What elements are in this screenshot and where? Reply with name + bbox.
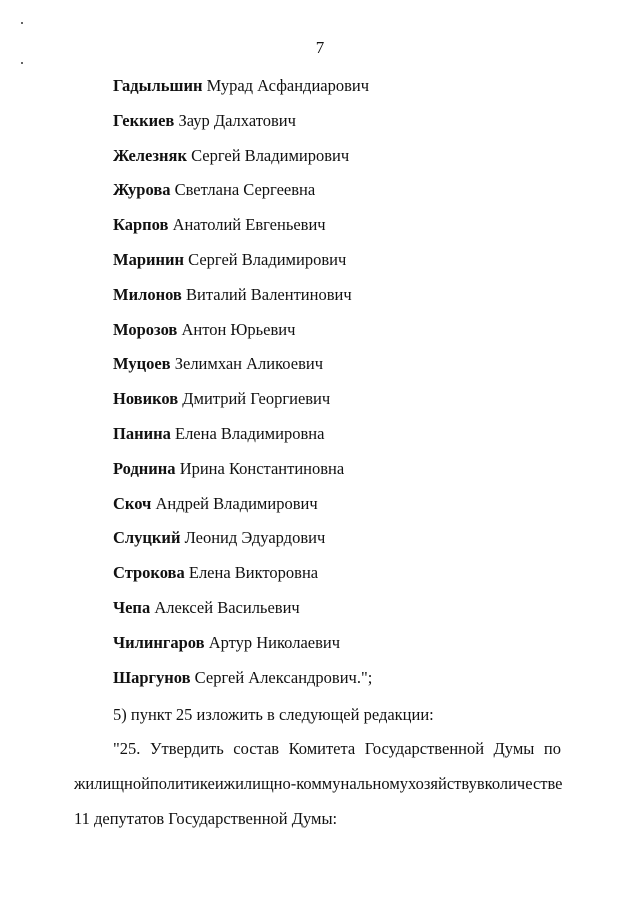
word: хозяйству [408,773,477,793]
member-given-names: Елена Викторовна [188,563,319,583]
word: по [543,739,561,758]
item-5-paragraph: 5) пункт 25 изложить в следующей редакции: [113,705,434,724]
member-surname: Слуцкий [113,528,181,548]
member-entry [113,665,372,700]
member-given-names: Андрей Владимирович [155,493,318,513]
member-given-names: Сергей Владимирович [188,249,347,269]
word: состав [233,739,280,758]
point-25-line-3: 11 депутатов Государственной Думы: [74,808,338,828]
member-surname: Милонов [113,284,182,304]
member-given-names: Сергей Владимирович [191,145,350,165]
member-given-names: Ирина Константиновна [179,458,345,478]
member-entry [113,630,372,665]
member-entry [113,456,372,491]
member-given-names: Леонид Эдуардович [184,528,326,548]
word: жилищной [74,773,150,793]
word: Государственной [364,739,485,758]
member-surname: Морозов [113,319,178,339]
member-surname: Чепа [113,597,151,617]
word: в [476,773,485,793]
member-given-names: Сергей Александрович."; [194,667,373,687]
member-surname: Строкова [113,563,185,583]
member-entry [113,351,372,386]
point-25-line-2 [74,771,561,806]
member-given-names: Светлана Сергеевна [174,180,316,200]
member-entry [113,525,372,560]
member-surname: Маринин [113,249,185,269]
member-entry [113,212,372,247]
member-surname: Журова [113,180,171,200]
scan-speck [21,62,23,64]
member-given-names: Анатолий Евгеньевич [172,215,326,235]
member-surname: Новиков [113,389,179,409]
member-given-names: Виталий Валентинович [185,284,352,304]
member-surname: Чилингаров [113,632,205,652]
member-entry [113,595,372,630]
member-entry [113,491,372,526]
member-entry [113,143,372,178]
word: и [214,773,224,793]
member-surname: Скоч [113,493,152,513]
member-given-names: Артур Николаевич [208,632,341,652]
word: "25. [113,739,141,758]
member-surname: Панина [113,423,171,443]
member-given-names: Антон Юрьевич [181,319,296,339]
member-entry [113,177,372,212]
word: жилищно-коммунальному [223,773,409,793]
member-surname: Карпов [113,215,169,235]
point-25-paragraph [74,736,561,840]
member-surname: Гадыльшин [113,76,203,95]
member-given-names: Зелимхан Аликоевич [174,354,323,374]
member-given-names: Мурад Асфандиарович [206,76,370,95]
point-25-line-1 [74,736,561,771]
member-entry [113,560,372,595]
member-surname: Муцоев [113,354,171,374]
member-entry [113,317,372,352]
word: количестве [484,773,563,793]
member-surname: Шаргунов [113,667,191,687]
member-entry [113,73,372,108]
word: Утвердить [149,739,224,758]
member-entry [113,421,372,456]
member-given-names: Заур Далхатович [178,110,296,130]
page-number: 7 [315,38,325,57]
member-surname: Геккиев [113,110,175,130]
word: политике [149,773,215,793]
member-surname: Роднина [113,458,176,478]
scan-speck [21,22,23,24]
member-entry [113,282,372,317]
member-entry [113,386,372,421]
member-entry [113,108,372,143]
member-surname: Железняк [113,145,187,165]
member-given-names: Елена Владимировна [174,423,325,443]
member-entry [113,247,372,282]
member-list [113,73,372,699]
word: Думы [493,739,535,758]
member-given-names: Алексей Васильевич [154,597,300,617]
member-given-names: Дмитрий Георгиевич [182,389,331,409]
word: Комитета [288,739,356,758]
